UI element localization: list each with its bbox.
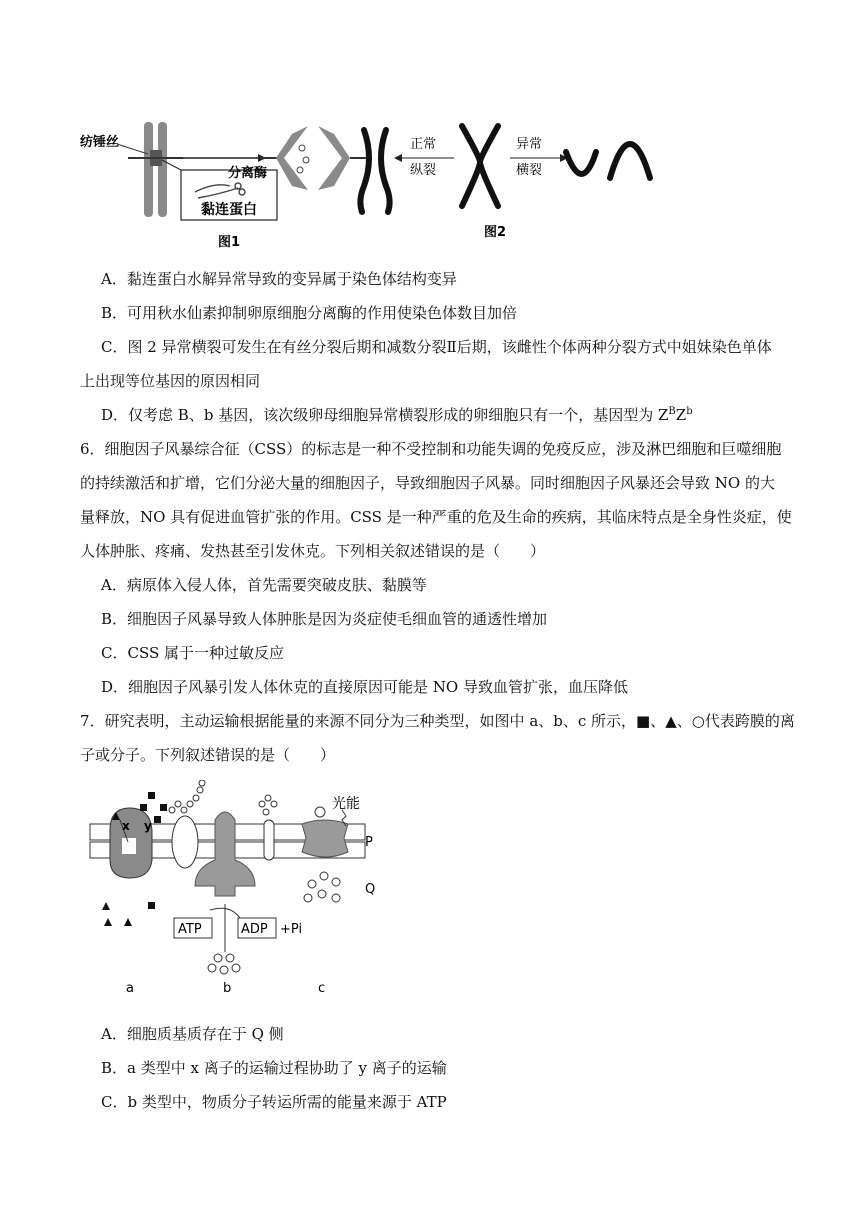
fig2-label-abnormal-1: 异常 <box>516 137 543 152</box>
q6-option-b: B．细胞因子风暴导致人体肿胀是因为炎症使毛细血管的通透性增加 <box>101 610 548 628</box>
fig2-abnormal-split <box>566 144 650 178</box>
fig2-label-normal-2: 纵裂 <box>410 163 437 178</box>
transport-figure <box>80 780 400 1000</box>
q6-stem-line2: 的持续激活和扩增，它们分泌大量的细胞因子，导致细胞因子风暴。同时细胞因子风暴还会导致 NO 的大 <box>80 474 775 492</box>
q5-option-a: A．黏连蛋白水解异常导致的变异属于染色体结构变异 <box>101 270 457 288</box>
q5-option-d <box>101 405 693 425</box>
q5-option-d-sup1: B <box>668 406 676 417</box>
q5-option-d-text: D．仅考虑 B、b 基因，该次级卵母细胞异常横裂形成的卵细胞只有一个，基因型为 Z <box>101 406 669 424</box>
q5-option-b: B．可用秋水仙素抑制卵原细胞分离酶的作用使染色体数目加倍 <box>101 304 518 322</box>
fig2-label-abnormal-2: 横裂 <box>516 163 543 178</box>
q7-stem-line2: 子或分子。下列叙述错误的是（ ） <box>80 746 336 764</box>
receptor-stalk <box>264 820 274 860</box>
label-light: 光能 <box>332 796 360 812</box>
label-y: y <box>144 819 152 833</box>
light-pump <box>302 820 348 857</box>
q7-option-b: B．a 类型中 x 离子的运输过程协助了 y 离子的运输 <box>101 1059 447 1077</box>
label-atp: ATP <box>178 922 202 937</box>
chromosome-figure <box>70 112 670 252</box>
q5-option-c-line1: C．图 2 异常横裂可发生在有丝分裂后期和减数分裂Ⅱ后期，该雌性个体两种分裂方式中姐妹染色单体 <box>101 338 772 356</box>
fig2-caption: 图2 <box>484 225 507 240</box>
q6-option-d: D．细胞因子风暴引发人体休克的直接原因可能是 NO 导致血管扩张，血压降低 <box>101 678 628 696</box>
label-c: c <box>318 981 326 996</box>
atp-arrows <box>210 904 240 952</box>
label-q: Q <box>365 882 376 897</box>
receptor-oval <box>172 816 198 868</box>
separase-scissors <box>195 183 245 198</box>
label-pi: +Pi <box>280 922 303 937</box>
label-a: a <box>126 981 134 996</box>
q7-stem-line1: 7．研究表明，主动运输根据能量的来源不同分为三种类型，如图中 a、b、c 所示，■、▲、○代表跨膜的离 <box>80 712 795 730</box>
q5-option-c-line2: 上出现等位基因的原因相同 <box>80 372 261 390</box>
fig2-normal-split <box>360 130 389 212</box>
q6-option-a: A．病原体入侵人体，首先需要突破皮肤、黏膜等 <box>101 576 427 594</box>
fig1-label-spindle: 纺锤丝 <box>80 135 120 150</box>
fig2-chromosome <box>462 126 498 206</box>
q6-stem-line4: 人体肿胀、疼痛、发热甚至引发休克。下列相关叙述错误的是（ ） <box>80 542 546 560</box>
fig1-separated-chromatids <box>260 126 366 190</box>
q7-option-c: C．b 类型中，物质分子转运所需的能量来源于 ATP <box>101 1093 447 1111</box>
fig1-chromosome <box>128 122 183 217</box>
fig1-label-cohesin: 黏连蛋白 <box>201 202 257 218</box>
label-adp: ADP <box>241 922 268 937</box>
label-x: x <box>122 819 130 833</box>
fig1-caption: 图1 <box>218 235 241 250</box>
q6-stem-line1: 6．细胞因子风暴综合征（CSS）的标志是一种不受控制和功能失调的免疫反应，涉及淋巴细胞和巨噬细胞 <box>80 440 782 458</box>
fig1-label-separase: 分离酶 <box>228 166 268 181</box>
q6-option-c: C．CSS 属于一种过敏反应 <box>101 644 285 662</box>
q5-option-d-mid: Z <box>675 406 687 424</box>
circle-cluster-b <box>208 954 240 974</box>
atpase-pump <box>195 812 255 896</box>
circle-chain-b2 <box>259 795 277 815</box>
circle-chain-b <box>169 780 205 813</box>
q7-option-a: A．细胞质基质存在于 Q 侧 <box>101 1025 284 1043</box>
q6-stem-line3: 量释放，NO 具有促进血管扩张的作用。CSS 是一种严重的危及生命的疾病，其临床特点是全身性炎症，使 <box>80 508 792 526</box>
label-p: P <box>365 835 373 850</box>
label-b: b <box>223 981 232 996</box>
fig2-label-normal-1: 正常 <box>410 137 437 152</box>
circle-cluster-c <box>304 872 340 902</box>
q5-option-d-sup2: b <box>686 406 693 417</box>
